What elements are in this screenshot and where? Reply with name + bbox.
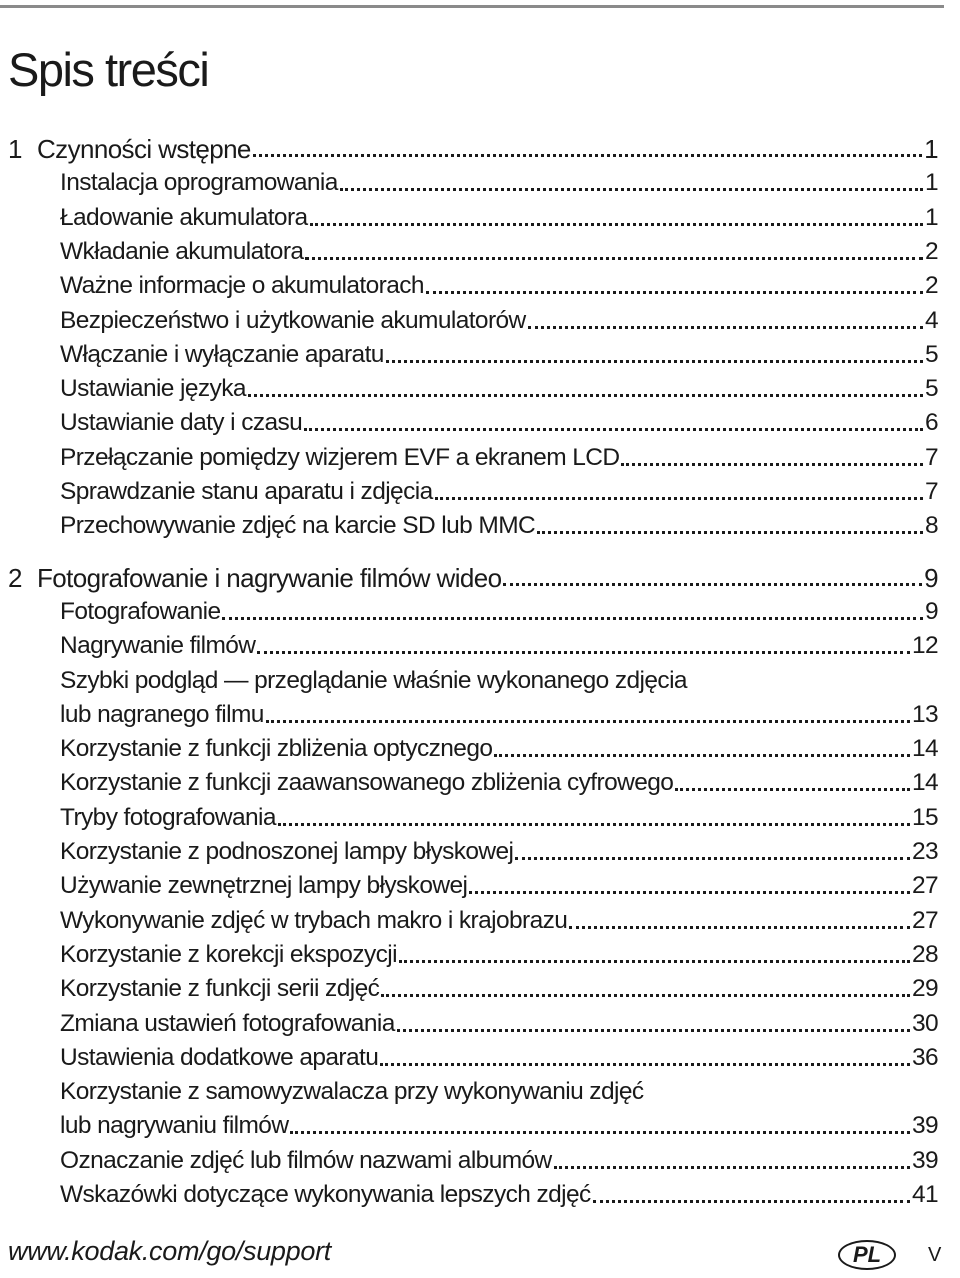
entry-title: Oznaczanie zdjęć lub filmów nazwami albumów [60, 1146, 552, 1174]
dot-leader [515, 857, 910, 860]
toc-entry-row[interactable] [60, 801, 938, 835]
dot-leader [435, 497, 923, 500]
toc-entry-row[interactable] [60, 372, 938, 406]
toc-chapter-row[interactable] [8, 132, 938, 166]
entry-page-number: 13 [911, 700, 938, 728]
entry-title: Korzystanie z funkcji zbliżenia optycznego [60, 735, 493, 763]
chapter-number: 2 [8, 562, 22, 593]
dot-leader [253, 154, 922, 157]
toc-entry-row[interactable] [60, 235, 938, 269]
entry-page-number: 9 [924, 597, 938, 625]
toc-entry-row[interactable] [60, 938, 938, 972]
toc-entry-row[interactable] [60, 441, 938, 475]
entry-page-number: 5 [924, 340, 938, 368]
toc-entry-row[interactable] [60, 304, 938, 338]
entry-page-number: 6 [924, 409, 938, 437]
entry-title: Korzystanie z funkcji serii zdjęć [60, 975, 380, 1003]
toc-entry-row[interactable] [60, 595, 938, 629]
language-badge [838, 1240, 896, 1270]
entry-page-number: 28 [911, 940, 938, 968]
dot-leader [222, 617, 922, 620]
chapter-page-number: 9 [924, 562, 938, 593]
entry-page-number: 30 [911, 1009, 938, 1037]
toc-entry-row[interactable] [60, 1075, 938, 1109]
toc-entry-row[interactable] [60, 406, 938, 440]
entry-page-number: 1 [924, 203, 938, 231]
entry-title: Bezpieczeństwo i użytkowanie akumulatorów [60, 306, 526, 334]
toc-entry-row[interactable] [60, 1144, 938, 1178]
toc-entry-row[interactable] [60, 269, 938, 303]
dot-leader [528, 326, 923, 329]
entry-title: Ustawienia dodatkowe aparatu [60, 1043, 379, 1071]
dot-leader [621, 463, 923, 466]
toc-entry-row[interactable] [60, 972, 938, 1006]
entry-page-number: 8 [924, 512, 938, 540]
entry-page-number: 4 [924, 306, 938, 334]
dot-leader [266, 720, 910, 723]
toc-entry-row[interactable] [60, 201, 938, 235]
entry-title: Szybki podgląd — przeglądanie właśnie wykonanego zdjęcia [60, 666, 687, 694]
toc-entry-row[interactable] [60, 664, 938, 698]
entry-title: Korzystanie z samowyzwalacza przy wykonywaniu zdjęć [60, 1078, 644, 1106]
chapter-title: Czynności wstępne [37, 134, 251, 164]
entry-title: Instalacja oprogramowania [60, 169, 338, 197]
chapter-page-number: 1 [924, 134, 938, 164]
dot-leader [537, 531, 923, 534]
entry-title: Używanie zewnętrznej lampy błyskowej [60, 872, 468, 900]
toc-entry-row[interactable] [60, 1041, 938, 1075]
entry-page-number: 12 [911, 632, 938, 660]
toc-entry-row[interactable] [60, 475, 938, 509]
entry-page-number: 2 [924, 237, 938, 265]
top-rule [0, 5, 944, 8]
entry-title: Ustawianie daty i czasu [60, 409, 303, 437]
dot-leader [305, 257, 923, 260]
entry-title: Korzystanie z podnoszonej lampy błyskowej [60, 838, 514, 865]
dot-leader [381, 994, 910, 997]
dot-leader [380, 1063, 910, 1066]
entry-title: Przechowywanie zdjęć na karcie SD lub MMC [60, 512, 536, 540]
toc-entry-row[interactable] [60, 338, 938, 372]
dot-leader [469, 891, 910, 894]
entry-page-number: 5 [924, 375, 938, 403]
entry-page-number: 7 [924, 443, 938, 471]
dot-leader [386, 360, 923, 363]
toc-entry-row[interactable] [60, 509, 938, 543]
toc-entry-row[interactable] [60, 629, 938, 663]
toc-entry-row[interactable] [60, 904, 938, 938]
entry-title: Fotografowanie [60, 597, 221, 625]
entry-title: Tryby fotografowania [60, 803, 276, 831]
dot-leader [278, 823, 910, 826]
dot-leader [426, 291, 923, 294]
dot-leader [503, 583, 922, 586]
toc-entry-row[interactable] [60, 1178, 938, 1212]
toc-entry-row[interactable] [60, 698, 938, 732]
entry-title: Korzystanie z funkcji zaawansowanego zbliżenia cyfrowego [60, 769, 674, 797]
entry-title: Sprawdzanie stanu aparatu i zdjęcia [60, 478, 433, 505]
dot-leader [399, 960, 910, 963]
toc-chapter-row[interactable] [8, 561, 938, 595]
entry-page-number: 41 [911, 1181, 938, 1208]
entry-title: Ważne informacje o akumulatorach [60, 272, 424, 300]
entry-title: Włączanie i wyłączanie aparatu [60, 340, 384, 368]
entry-title: Przełączanie pomiędzy wizjerem EVF a ekranem LCD [60, 443, 620, 471]
language-badge-label: PL [852, 1242, 882, 1267]
entry-title: lub nagranego filmu [60, 700, 264, 728]
entry-title: Nagrywanie filmów [60, 632, 256, 660]
toc-entry-row[interactable] [60, 869, 938, 903]
entry-page-number: 1 [924, 169, 938, 197]
entry-title: Ładowanie akumulatora [60, 203, 308, 231]
entry-page-number: 14 [911, 769, 938, 797]
dot-leader [257, 651, 910, 654]
entry-title: Zmiana ustawień fotografowania [60, 1009, 395, 1037]
entry-page-number: 23 [911, 838, 938, 865]
dot-leader [397, 1029, 910, 1032]
entry-page-number: 27 [911, 872, 938, 900]
dot-leader [554, 1166, 910, 1169]
page-title: Spis treści [8, 43, 209, 96]
chapter-title: Fotografowanie i nagrywanie filmów wideo [37, 562, 502, 593]
dot-leader [304, 428, 923, 431]
toc-entry-row[interactable] [60, 1109, 938, 1143]
footer-url-link[interactable]: www.kodak.com/go/support [8, 1236, 331, 1266]
toc-entry-row[interactable] [60, 1007, 938, 1041]
dot-leader [310, 223, 923, 226]
entry-page-number: 7 [924, 478, 938, 505]
dot-leader [494, 754, 910, 757]
entry-title: Ustawianie języka [60, 375, 246, 403]
entry-page-number: 39 [911, 1112, 938, 1140]
dot-leader [569, 926, 910, 929]
entry-page-number: 14 [911, 735, 938, 763]
toc-entry-row[interactable] [60, 166, 938, 200]
entry-page-number: 15 [911, 803, 938, 831]
chapter-number: 1 [8, 134, 22, 164]
dot-leader [593, 1200, 910, 1203]
entry-page-number: 36 [911, 1043, 938, 1071]
entry-title: Korzystanie z korekcji ekspozycji [60, 940, 397, 968]
entry-title: Wskazówki dotyczące wykonywania lepszych zdjęć [60, 1181, 591, 1208]
entry-page-number: 29 [911, 975, 938, 1003]
toc-entry-row[interactable] [60, 766, 938, 800]
dot-leader [675, 788, 910, 791]
dot-leader [290, 1131, 910, 1134]
dot-leader [248, 394, 923, 397]
dot-leader [340, 188, 923, 191]
entry-title: Wykonywanie zdjęć w trybach makro i krajobrazu [60, 906, 568, 934]
entry-page-number: 39 [911, 1146, 938, 1174]
page-number: V [928, 1244, 942, 1266]
entry-page-number: 2 [924, 272, 938, 300]
toc-entry-row[interactable] [60, 732, 938, 766]
toc-entry-row[interactable] [60, 835, 938, 869]
entry-page-number: 27 [911, 906, 938, 934]
entry-title: Wkładanie akumulatora [60, 237, 304, 265]
entry-title: lub nagrywaniu filmów [60, 1112, 289, 1140]
